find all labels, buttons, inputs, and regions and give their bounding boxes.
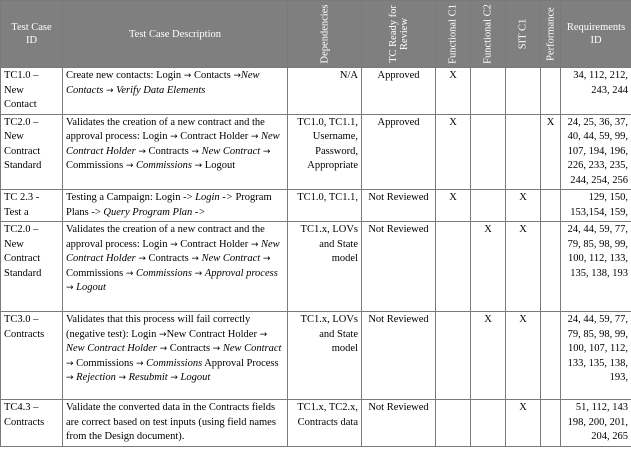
- performance-cell: [541, 68, 561, 115]
- functional-c1-cell: X: [436, 114, 471, 190]
- description-italic: Resubmit: [128, 372, 168, 383]
- description-cell: [63, 400, 288, 447]
- arrow-icon: →: [191, 146, 199, 157]
- header-functional-c2: Functional C2: [471, 1, 506, 68]
- arrow-icon: →: [105, 85, 114, 96]
- header-sit-c1: SIT C1: [506, 1, 541, 68]
- description-italic: New Contract: [222, 343, 282, 354]
- description-italic: New Contract: [201, 145, 261, 157]
- requirements-cell: 51, 112, 143 198, 200, 201, 204, 265: [561, 400, 631, 447]
- test-case-id-cell: TC2.0 – New Contract Standard: [1, 222, 63, 312]
- description-text: Validates the creation of a new contract and the approval process: Login: [66, 224, 265, 250]
- description-text: Commissions: [66, 267, 126, 279]
- header-row: [1, 1, 631, 68]
- description-text: Create new contacts: Login: [66, 70, 184, 81]
- arrow-icon: →: [170, 132, 178, 142]
- sit-c1-cell: [506, 68, 541, 115]
- description-italic: Login ->: [195, 192, 233, 203]
- functional-c2-cell: X: [471, 222, 506, 312]
- test-case-id-cell: TC2.0 – New Contract Standard: [1, 114, 63, 190]
- dependencies-cell: TC1.x, TC2.x, Contracts data: [288, 400, 362, 447]
- sit-c1-cell: [506, 114, 541, 190]
- header-review-line1: TC Ready for: [387, 5, 399, 63]
- description-text: Commissions: [66, 160, 126, 171]
- description-cell: [63, 222, 288, 312]
- header-description: Test Case Description: [63, 1, 288, 68]
- arrow-icon: →: [125, 268, 134, 279]
- description-text: Program Plans ->: [66, 192, 272, 218]
- arrow-icon: →: [194, 161, 203, 171]
- description-text: Contract Holder: [177, 238, 251, 250]
- description-text: Testing a Campaign: Login ->: [66, 192, 196, 203]
- arrow-icon: →: [118, 373, 126, 383]
- arrow-icon: →: [135, 358, 144, 369]
- description-text: Contacts: [191, 70, 234, 81]
- header-test-case-id: Test Case ID: [1, 1, 63, 68]
- test-case-id-cell: TC4.3 – Contracts: [1, 400, 63, 447]
- dependencies-cell: N/A: [288, 68, 362, 115]
- description-text: Validates that this process will fail correctly (negative test): Login: [66, 314, 251, 340]
- arrow-icon: →: [66, 358, 74, 369]
- arrow-icon: →: [66, 373, 74, 383]
- functional-c2-cell: [471, 190, 506, 222]
- review-status-cell: Not Reviewed: [362, 400, 436, 447]
- description-text: Validate the converted data in the Contracts fields are correct based on test inputs (using field names from the Design document).: [66, 402, 276, 442]
- description-italic: Logout: [180, 372, 211, 383]
- functional-c1-cell: [436, 400, 471, 447]
- test-case-id-cell: TC1.0 – New Contact: [1, 68, 63, 115]
- functional-c2-cell: X: [471, 312, 506, 400]
- description-italic: New Contract: [201, 253, 261, 264]
- description-cell: [63, 114, 288, 190]
- arrow-icon: →: [212, 344, 221, 354]
- description-italic: Commissions: [135, 267, 192, 279]
- arrow-icon: →: [250, 132, 259, 142]
- description-cell: [63, 68, 288, 115]
- header-review: [362, 1, 436, 68]
- header-dependencies: Dependencies: [288, 1, 362, 68]
- description-text: Contracts: [145, 145, 192, 157]
- description-italic: Verify Data Elements: [116, 84, 206, 96]
- description-italic: New Contacts: [66, 70, 260, 96]
- description-italic: Query Program Plan ->: [103, 206, 206, 218]
- arrow-icon: →: [262, 254, 271, 264]
- requirements-cell: 24, 25, 36, 37, 40, 44, 59, 99, 107, 194, 196, 226, 233, 235, 244, 254, 256: [561, 114, 631, 190]
- performance-cell: [541, 400, 561, 447]
- arrow-icon: →: [250, 239, 259, 250]
- header-performance: Performance: [541, 1, 561, 68]
- table-row: [1, 68, 631, 115]
- functional-c2-cell: [471, 114, 506, 190]
- table-row: [1, 222, 631, 312]
- requirements-cell: 24, 44, 59, 77, 79, 85, 98, 99, 100, 112, 133, 135, 138, 193: [561, 222, 631, 312]
- sit-c1-cell: X: [506, 400, 541, 447]
- review-status-cell: Not Reviewed: [362, 312, 436, 400]
- arrow-icon: →: [138, 254, 146, 264]
- review-status-cell: Approved: [362, 114, 436, 190]
- arrow-icon: →: [194, 268, 203, 279]
- description-cell: [63, 190, 288, 222]
- requirements-cell: 24, 44, 59, 77, 79, 85, 98, 99, 100, 107, 112, 133, 135, 138, 193,: [561, 312, 631, 400]
- review-status-cell: Not Reviewed: [362, 222, 436, 312]
- description-italic: Approval process: [204, 267, 278, 279]
- table-row: [1, 400, 631, 447]
- arrow-icon: →: [159, 344, 168, 354]
- performance-cell: [541, 222, 561, 312]
- sit-c1-cell: X: [506, 190, 541, 222]
- requirements-cell: 34, 112, 212, 243, 244: [561, 68, 631, 115]
- description-italic: Commissions: [146, 357, 203, 369]
- review-status-cell: Not Reviewed: [362, 190, 436, 222]
- sit-c1-cell: X: [506, 222, 541, 312]
- functional-c2-cell: [471, 400, 506, 447]
- description-italic: New Contract Holder: [66, 238, 280, 264]
- arrow-icon: →: [233, 71, 241, 81]
- arrow-icon: →: [138, 146, 146, 157]
- header-functional-c1: Functional C1: [436, 1, 471, 68]
- arrow-icon: →: [159, 329, 167, 340]
- dependencies-cell: TC1.0, TC1.1, Username, Password, Appropriate: [288, 114, 362, 190]
- description-text: New Contract Holder: [166, 328, 260, 340]
- sit-c1-cell: X: [506, 312, 541, 400]
- test-case-id-cell: TC 2.3 - Test a: [1, 190, 63, 222]
- performance-cell: [541, 312, 561, 400]
- description-cell: [63, 312, 288, 400]
- header-review-line2: Review: [398, 17, 410, 51]
- description-text: Validates the creation of a new contract and the approval process: Login: [66, 116, 265, 142]
- functional-c1-cell: [436, 222, 471, 312]
- functional-c1-cell: X: [436, 190, 471, 222]
- review-status-cell: Approved: [362, 68, 436, 115]
- description-text: Logout: [202, 160, 236, 171]
- dependencies-cell: TC1.x, LOVs and State model: [288, 312, 362, 400]
- description-text: Commissions: [73, 357, 136, 369]
- arrow-icon: →: [262, 146, 271, 157]
- arrow-icon: →: [191, 254, 199, 264]
- arrow-icon: →: [259, 329, 268, 340]
- description-text: Approval Process: [202, 357, 279, 369]
- description-text: Contracts: [167, 343, 213, 354]
- performance-cell: X: [541, 114, 561, 190]
- table-row: [1, 312, 631, 400]
- description-italic: Rejection: [76, 372, 116, 383]
- description-text: Contract Holder: [177, 131, 251, 142]
- functional-c1-cell: X: [436, 68, 471, 115]
- table-row: [1, 190, 631, 222]
- test-case-id-cell: TC3.0 – Contracts: [1, 312, 63, 400]
- functional-c2-cell: [471, 68, 506, 115]
- description-italic: Commissions: [135, 160, 192, 171]
- arrow-icon: →: [170, 373, 178, 383]
- description-italic: New Contract Holder: [66, 343, 157, 354]
- dependencies-cell: TC1.x, LOVs and State model: [288, 222, 362, 312]
- requirements-cell: 129, 150, 153,154, 159,: [561, 190, 631, 222]
- description-italic: New Contract Holder: [66, 131, 280, 157]
- arrow-icon: →: [183, 71, 192, 81]
- description-italic: Logout: [76, 282, 106, 293]
- dependencies-cell: TC1.0, TC1.1,: [288, 190, 362, 222]
- arrow-icon: →: [66, 283, 74, 293]
- performance-cell: [541, 190, 561, 222]
- arrow-icon: →: [125, 161, 134, 171]
- header-requirements-id: Requirements ID: [561, 1, 631, 68]
- functional-c1-cell: [436, 312, 471, 400]
- table-row: [1, 114, 631, 190]
- description-text: Contracts: [145, 253, 192, 264]
- arrow-icon: →: [170, 239, 178, 250]
